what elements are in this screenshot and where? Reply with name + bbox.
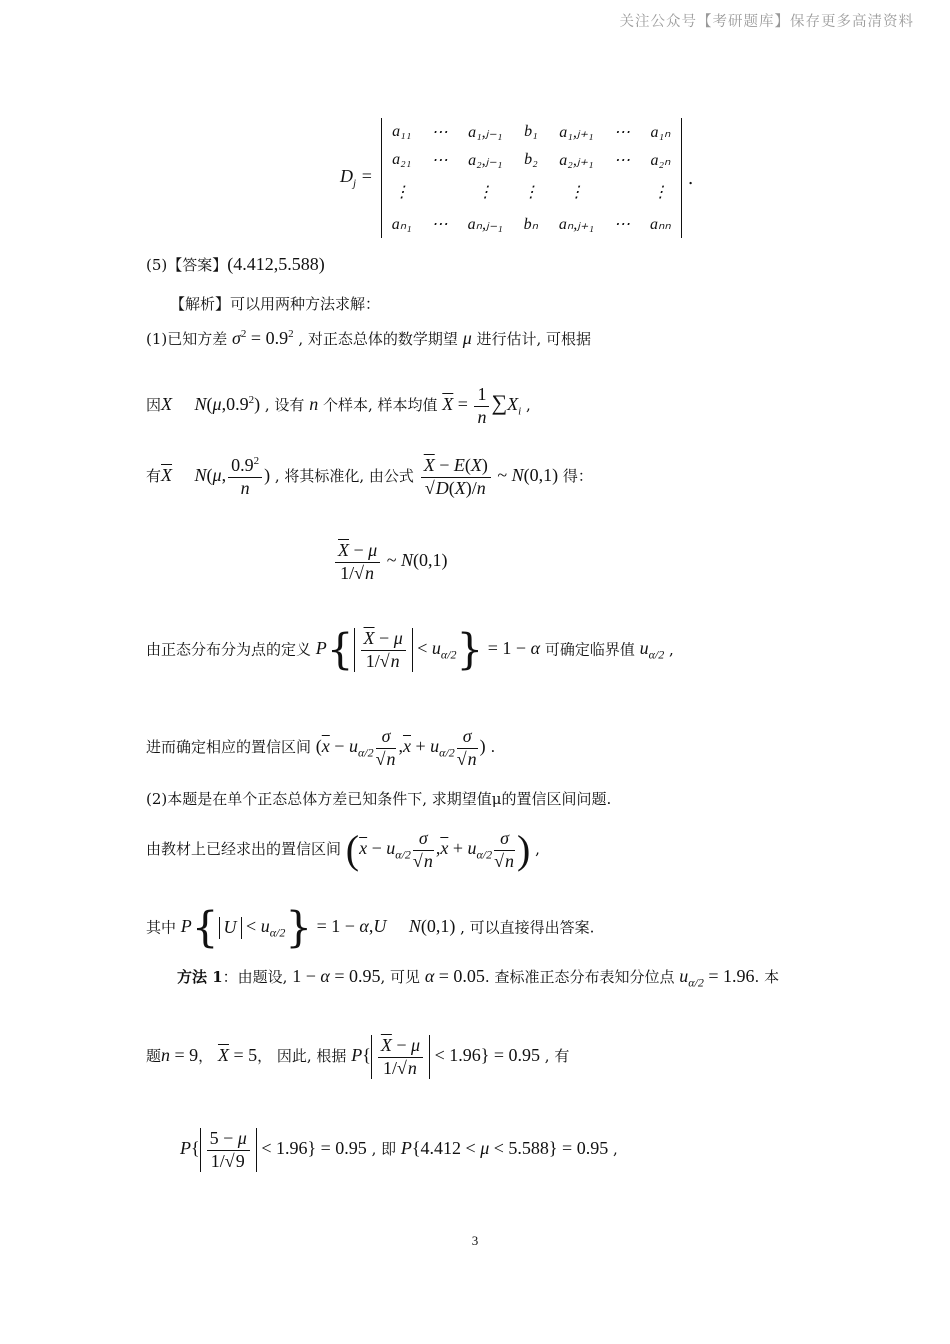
- determinant-cell: b₁: [524, 123, 538, 140]
- line-textbook-interval: 由教材上已经求出的置信区间 ($\overline{x} - u_{\alpha/2}$ $\frac{\sigma}{√n}$ $,\overline{x} + u_{\alpha/2}$ $\frac{\sigma}{√n}$ ) ,: [146, 827, 540, 872]
- line-sample-mean: 因X N(μ,0.9$^2$) , 设有 n 个样本, 样本均值 $\overline{X}$ = $\frac{1}{n}$ $\sum X_i$ ,: [146, 384, 531, 427]
- determinant-cell: ⋮: [393, 184, 410, 201]
- determinant-cell: ⋮: [652, 184, 669, 201]
- determinant-cell: a₂₁: [392, 151, 412, 168]
- determinant-cell: aₙₙ: [650, 216, 671, 233]
- analysis-line: 【解析】可以用两种方法求解：: [170, 295, 381, 313]
- determinant-label: $D_j$ =: [340, 166, 373, 190]
- determinant-row: [381, 174, 681, 210]
- determinant-cell: a₁₁: [392, 123, 412, 140]
- determinant-cell: a₁,ⱼ₊₁: [559, 124, 594, 141]
- determinant-cell: ⋯: [614, 216, 631, 233]
- determinant-cell: aₙ,ⱼ₊₁: [558, 216, 595, 233]
- determinant-row: [381, 210, 681, 238]
- determinant-cell: aₙ,ⱼ₋₁: [467, 216, 503, 233]
- determinant-cell: ⋯: [431, 216, 448, 233]
- line-sample-values: 题n = 9， $\overline{X} = 5$， 因此, 根据 P{ $\frac{\overline{X} - \mu}{1/√n}$ < 1.96} = 0.95 , 有: [146, 1035, 570, 1078]
- line-interval: 进而确定相应的置信区间 ($\overline{x} - u_{\alpha/2}$ $\frac{\sigma}{√n}$ $,\overline{x} + u_{\alpha/2}$ $\frac{\sigma}{√n}$ ) .: [146, 726, 496, 769]
- determinant-cell: a₂ₙ: [650, 152, 671, 169]
- line-standardize: 有$\overline{X}$ N(μ, $\frac{0.9^2}{n}$ ) , 将其标准化, 由公式 $\frac{\overline{X} - E(X)}{√D(X)/n}$ ~ N(0,1) 得：: [146, 455, 593, 498]
- determinant-row: [381, 118, 681, 146]
- determinant-cell: b₂: [524, 151, 538, 168]
- determinant-cell: ⋯: [431, 152, 448, 169]
- determinant-cell: a₂,ⱼ₋₁: [468, 152, 503, 169]
- line-part2: (2)本题是在单个正态总体方差已知条件下, 求期望值μ的置信区间问题.: [146, 790, 612, 808]
- determinant-cell: ⋮: [477, 184, 494, 201]
- determinant-cell: ⋮: [522, 184, 539, 201]
- determinant-row: [381, 146, 681, 174]
- determinant-cell: ⋯: [614, 124, 631, 141]
- line-where: 其中 P{ $U < u_{\alpha/2}\} = 1 - \alpha,U$ N(0,1) , 可以直接得出答案.: [146, 903, 595, 952]
- determinant-cell: ⋯: [614, 152, 631, 169]
- determinant-cell: [604, 174, 640, 210]
- determinant-dj: $D_j$ = a₁₁ ⋯ a₁,ⱼ₋₁ b₁ a₁,ⱼ₊₁ ⋯ a₁ₙ a₂₁ ⋯ a₂,ⱼ₋₁ b₂ a₂,ⱼ₊₁ ⋯ a₂ₙ ⋮ ⋮ ⋮ ⋮ ⋮ aₙ₁ ⋯ aₙ,ⱼ₋₁ bₙ aₙ,ⱼ₊₁ ⋯ aₙₙ .: [340, 118, 694, 238]
- determinant-cell: [422, 174, 458, 210]
- answer-line: (5)【答案】(4.412,5.588): [146, 254, 325, 274]
- page-number: 3: [471, 1233, 479, 1248]
- determinant-cell: ⋮: [568, 184, 585, 201]
- line-standard-form: $\frac{\overline{X} - \mu}{1/√n}$ ~ N(0,1): [333, 540, 447, 584]
- line-variance: (1)已知方差 $\sigma^2 = 0.9^2$ , 对正态总体的数学期望 μ 进行估计, 可根据: [146, 328, 592, 348]
- determinant-cell: aₙ₁: [391, 216, 412, 233]
- watermark: 关注公众号【考研题库】保存更多高清资料: [619, 14, 914, 30]
- line-critical-value: 由正态分布分为点的定义 P{ $\frac{\overline{X} - \mu}{1/√n}$ < $u_{\alpha/2}\} = 1 - \alpha$ 可确定临界值 $u_{\alpha/2}$ ,: [146, 625, 674, 674]
- determinant-table: [381, 118, 682, 238]
- determinant-cell: a₁,ⱼ₋₁: [468, 124, 503, 141]
- determinant-cell: bₙ: [523, 216, 539, 233]
- line-method1: 方法 1：由题设, 1 − α = 0.95, 可见 α = 0.05. 查标准正态分布表知分位点 $u_{\alpha/2} = 1.96$. 本: [177, 966, 780, 990]
- line-result: P{ $\frac{5 - \mu}{1/√9}$ < 1.96} = 0.95 , 即 P{4.412 < μ < 5.588} = 0.95 ,: [180, 1128, 618, 1171]
- determinant-cell: a₂,ⱼ₊₁: [559, 152, 594, 169]
- determinant-cell: a₁ₙ: [650, 124, 671, 141]
- determinant-cell: ⋯: [431, 124, 448, 141]
